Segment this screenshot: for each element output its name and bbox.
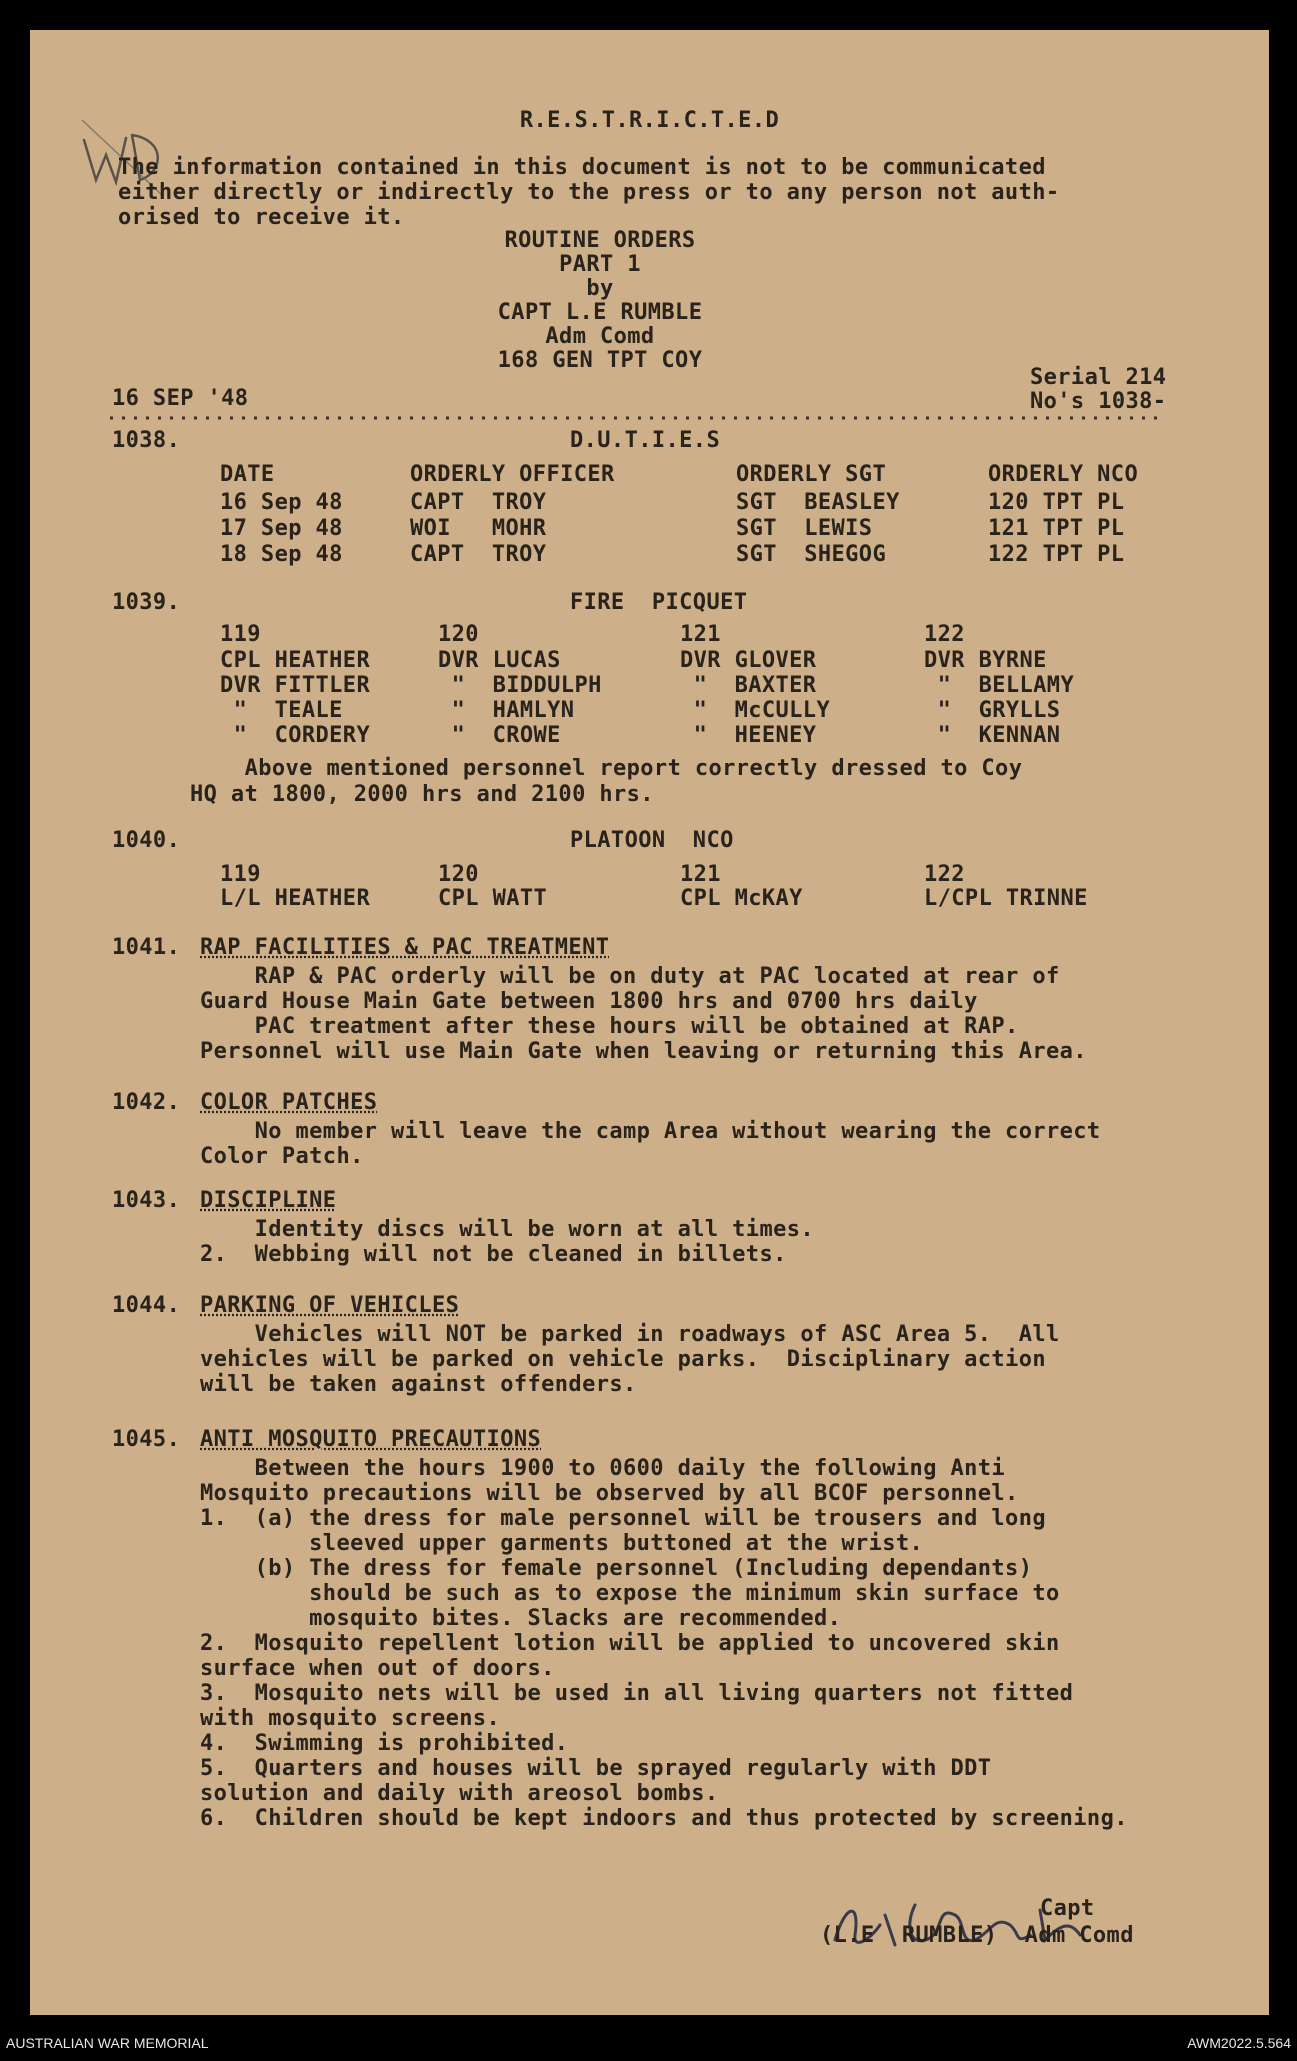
order-line: 4. Swimming is prohibited. [200, 1731, 569, 1756]
section-heading: FIRE PICQUET [570, 590, 748, 615]
picquet-member: DVR LUCAS [438, 648, 561, 673]
picquet-member: " CORDERY [220, 723, 371, 748]
order-number: 1038. [112, 428, 181, 453]
order-line: mosquito bites. Slacks are recommended. [200, 1606, 842, 1631]
picquet-member: " McCULLY [680, 698, 831, 723]
table-cell: 122 TPT PL [988, 542, 1125, 567]
order-number: 1044. [112, 1293, 181, 1318]
picquet-member: DVR BYRNE [924, 648, 1047, 673]
picquet-member: DVR FITTLER [220, 673, 371, 698]
signature-name: (L.E RUMBLE) Adm Comd [820, 1923, 1134, 1948]
order-line: No member will leave the camp Area without wearing the correct [200, 1119, 1101, 1144]
picquet-member: " BIDDULPH [438, 673, 602, 698]
order-heading: PARKING OF VEHICLES [200, 1293, 460, 1318]
order-line: solution and daily with areosol bombs. [200, 1781, 719, 1806]
platoon-nco-name: L/L HEATHER [220, 886, 371, 911]
platoon-number: 121 [680, 622, 721, 647]
table-cell: SGT BEASLEY [736, 490, 900, 515]
notice-line: The information contained in this document is not to be communicated [118, 155, 1046, 180]
order-line: Mosquito precautions will be observed by all BCOF personnel. [200, 1481, 1019, 1506]
order-line: RAP & PAC orderly will be on duty at PAC located at rear of [200, 964, 1060, 989]
order-line: Color Patch. [200, 1144, 364, 1169]
picquet-note: HQ at 1800, 2000 hrs and 2100 hrs. [190, 782, 654, 807]
table-cell: 18 Sep 48 [220, 542, 343, 567]
table-cell: SGT SHEGOG [736, 542, 887, 567]
platoon-number: 121 [680, 862, 721, 887]
platoon-number: 122 [924, 622, 965, 647]
order-line: 1. (a) the dress for male personnel will be trousers and long [200, 1506, 1046, 1531]
signature-rank: Capt [1040, 1896, 1095, 1921]
order-heading: COLOR PATCHES [200, 1090, 378, 1115]
platoon-number: 119 [220, 622, 261, 647]
order-number: 1040. [112, 828, 181, 853]
order-line: 2. Mosquito repellent lotion will be applied to uncovered skin [200, 1631, 1060, 1656]
order-line: 5. Quarters and houses will be sprayed regularly with DDT [200, 1756, 992, 1781]
picquet-member: " HAMLYN [438, 698, 575, 723]
order-line: Identity discs will be worn at all times. [200, 1217, 815, 1242]
picquet-member: " TEALE [220, 698, 343, 723]
title-line: PART 1 [559, 252, 641, 277]
title-line: Adm Comd [545, 324, 655, 349]
order-line: (b) The dress for female personnel (Including dependants) [200, 1556, 1033, 1581]
order-line: PAC treatment after these hours will be obtained at RAP. [200, 1014, 1019, 1039]
order-line: Guard House Main Gate between 1800 hrs and 0700 hrs daily [200, 989, 978, 1014]
order-heading: DISCIPLINE [200, 1188, 337, 1213]
order-number: 1039. [112, 590, 181, 615]
footer-institution: AUSTRALIAN WAR MEMORIAL [6, 2035, 209, 2051]
picquet-note: Above mentioned personnel report correctly dressed to Coy [190, 756, 1023, 781]
order-line: 6. Children should be kept indoors and thus protected by screening. [200, 1806, 1128, 1831]
picquet-member: " HEENEY [680, 723, 817, 748]
platoon-nco-name: L/CPL TRINNE [924, 886, 1088, 911]
picquet-member: " GRYLLS [924, 698, 1061, 723]
platoon-nco-name: CPL McKAY [680, 886, 803, 911]
notice-line: either directly or indirectly to the press or to any person not auth- [118, 180, 1060, 205]
classification: R.E.S.T.R.I.C.T.E.D [519, 108, 780, 133]
picquet-member: " BELLAMY [924, 673, 1075, 698]
table-cell: 16 Sep 48 [220, 490, 343, 515]
order-number: 1041. [112, 935, 181, 960]
platoon-number: 120 [438, 622, 479, 647]
platoon-number: 122 [924, 862, 965, 887]
table-cell: WOI MOHR [410, 516, 547, 541]
title-line: CAPT L.E RUMBLE [497, 300, 703, 325]
title-line: by [586, 276, 614, 301]
table-cell: CAPT TROY [410, 490, 547, 515]
order-line: Personnel will use Main Gate when leaving or returning this Area. [200, 1039, 1087, 1064]
order-number: 1043. [112, 1188, 181, 1213]
order-line: will be taken against offenders. [200, 1372, 637, 1397]
order-line: 3. Mosquito nets will be used in all living quarters not fitted [200, 1681, 1074, 1706]
notice-line: orised to receive it. [118, 205, 405, 230]
table-cell: CAPT TROY [410, 542, 547, 567]
footer-reference: AWM2022.5.564 [1187, 2035, 1291, 2051]
dotted-divider [110, 414, 1160, 422]
table-cell: 120 TPT PL [988, 490, 1125, 515]
order-line: vehicles will be parked on vehicle parks. Disciplinary action [200, 1347, 1046, 1372]
order-line: should be such as to expose the minimum skin surface to [200, 1581, 1060, 1606]
section-heading: D.U.T.I.E.S [570, 428, 721, 453]
document-page [30, 30, 1269, 2015]
order-heading: ANTI MOSQUITO PRECAUTIONS [200, 1427, 542, 1452]
column-header: ORDERLY NCO [988, 462, 1139, 487]
order-line: Between the hours 1900 to 0600 daily the following Anti [200, 1456, 1006, 1481]
title-line: ROUTINE ORDERS [504, 228, 696, 253]
order-line: sleeved upper garments buttoned at the wrist. [200, 1531, 924, 1556]
column-header: ORDERLY OFFICER [410, 462, 615, 487]
picquet-member: DVR GLOVER [680, 648, 817, 673]
column-header: ORDERLY SGT [736, 462, 887, 487]
platoon-number: 120 [438, 862, 479, 887]
column-header: DATE [220, 462, 275, 487]
order-numbers: No's 1038- [1030, 389, 1167, 414]
serial-number: Serial 214 [1030, 365, 1167, 390]
picquet-member: " CROWE [438, 723, 561, 748]
order-date: 16 SEP '48 [112, 386, 249, 411]
platoon-nco-name: CPL WATT [438, 886, 548, 911]
order-line: Vehicles will NOT be parked in roadways of ASC Area 5. All [200, 1322, 1060, 1347]
table-cell: SGT LEWIS [736, 516, 873, 541]
order-line: surface when out of doors. [200, 1656, 555, 1681]
picquet-member: " BAXTER [680, 673, 817, 698]
order-number: 1045. [112, 1427, 181, 1452]
order-heading: RAP FACILITIES & PAC TREATMENT [200, 935, 610, 960]
order-line: 2. Webbing will not be cleaned in billets. [200, 1242, 787, 1267]
order-number: 1042. [112, 1090, 181, 1115]
platoon-number: 119 [220, 862, 261, 887]
order-line: with mosquito screens. [200, 1706, 501, 1731]
table-cell: 17 Sep 48 [220, 516, 343, 541]
title-line: 168 GEN TPT COY [497, 348, 703, 373]
section-heading: PLATOON NCO [570, 828, 734, 853]
picquet-member: " KENNAN [924, 723, 1061, 748]
picquet-member: CPL HEATHER [220, 648, 371, 673]
table-cell: 121 TPT PL [988, 516, 1125, 541]
